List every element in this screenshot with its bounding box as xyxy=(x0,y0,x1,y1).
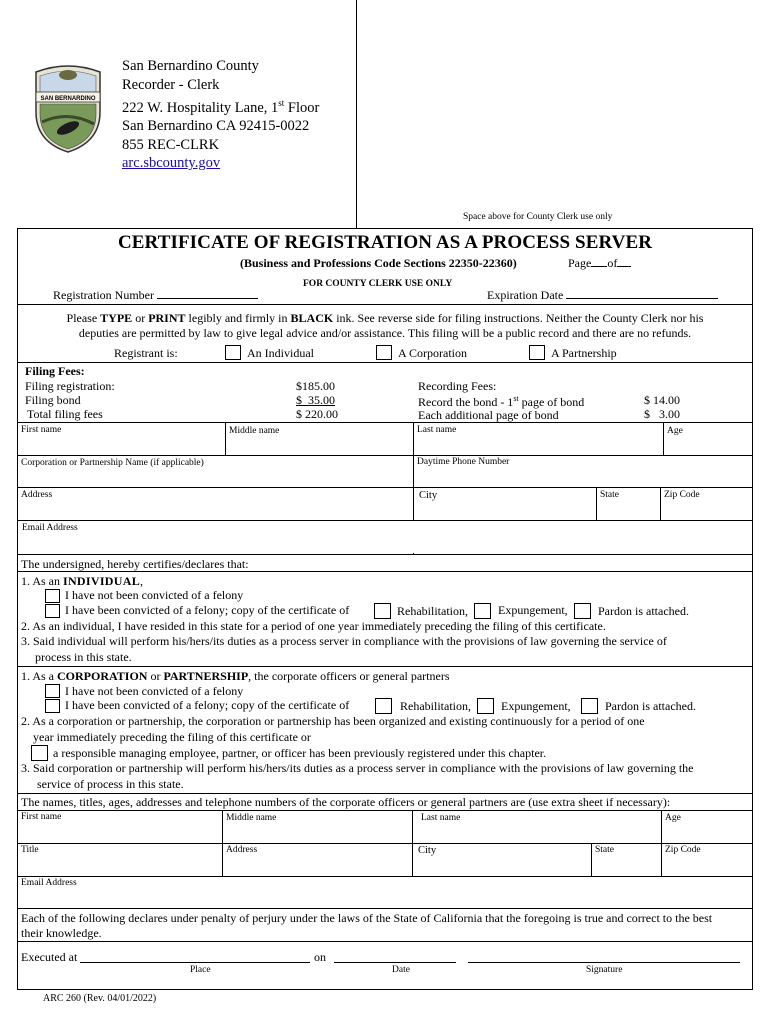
instructions-line-2: deputies are permitted by law to give legal advice and/or assistance. This filing will be a public record and there are no refunds. xyxy=(78,326,692,340)
option-individual: An Individual xyxy=(247,346,314,360)
fee-row-bond: Filing bond xyxy=(25,393,81,407)
recording-fees-heading: Recording Fees: xyxy=(418,379,497,393)
officer-zip[interactable]: Zip Code xyxy=(665,845,701,855)
ind-not-convicted-label: I have not been convicted of a felony xyxy=(65,588,244,602)
fee-amount-bond: $ 35.00 xyxy=(296,393,335,407)
ind-not-convicted-checkbox[interactable] xyxy=(45,589,60,603)
perjury-declaration-2: their knowledge. xyxy=(21,926,102,940)
ind-expunge-checkbox[interactable] xyxy=(474,603,491,619)
office-dept: Recorder - Clerk xyxy=(122,76,220,93)
ind-pardon-label: Pardon is attached. xyxy=(598,604,689,618)
header-divider xyxy=(356,0,357,228)
date-caption: Date xyxy=(392,965,410,975)
office-city: San Bernardino CA 92415-0022 xyxy=(122,118,310,135)
ind-rehab-label: Rehabilitation, xyxy=(397,604,468,618)
corp-pardon-checkbox[interactable] xyxy=(581,698,598,714)
ind-expunge-label: Expungement, xyxy=(498,603,568,617)
corp-convicted-checkbox[interactable] xyxy=(45,699,60,713)
office-phone: 855 REC-CLRK xyxy=(122,136,220,153)
field-middle-name[interactable]: Middle name xyxy=(229,426,280,436)
officer-last-name[interactable]: Last name xyxy=(421,813,461,823)
executed-at-label: Executed at xyxy=(21,950,78,964)
corp-pardon-label: Pardon is attached. xyxy=(605,699,696,713)
corp-rehab-label: Rehabilitation, xyxy=(400,699,471,713)
code-sections: (Business and Professions Code Sections 22350-22360) xyxy=(240,256,517,270)
fee-amount-registration: $185.00 xyxy=(296,379,335,393)
fee-row-registration: Filing registration: xyxy=(25,379,115,393)
clerk-space-note: Space above for County Clerk use only xyxy=(463,212,613,222)
on-label: on xyxy=(314,950,326,964)
checkbox-partnership[interactable] xyxy=(529,345,545,360)
field-zip[interactable]: Zip Code xyxy=(664,490,700,500)
corporation-section-heading: 1. As a CORPORATION or PARTNERSHIP, the corporate officers or general partners xyxy=(21,669,450,683)
corporation-separator xyxy=(17,793,753,794)
corp-statement-3a: 3. Said corporation or partnership will perform his/hers/its duties as a process server in compliance with the provisions of law governing the xyxy=(21,761,694,775)
corp-managing-checkbox[interactable] xyxy=(31,745,48,761)
recording-amount-first: $ 14.00 xyxy=(644,393,680,407)
field-corp-name[interactable]: Corporation or Partnership Name (if applicable) xyxy=(21,458,204,468)
office-address xyxy=(122,57,319,173)
fees-separator xyxy=(17,362,753,363)
registrant-is-label: Registrant is: xyxy=(114,346,178,360)
corp-expunge-label: Expungement, xyxy=(501,699,571,713)
field-address[interactable]: Address xyxy=(21,490,53,500)
option-corporation: A Corporation xyxy=(398,346,467,360)
corp-statement-2c: a responsible managing employee, partner, or officer has been previously registered under this chapter. xyxy=(53,746,547,760)
corp-expunge-checkbox[interactable] xyxy=(477,698,494,714)
officers-heading: The names, titles, ages, addresses and telephone numbers of the corporate officers or general partners are (use extra sheet if necessary): xyxy=(21,795,671,809)
ind-convicted-checkbox[interactable] xyxy=(45,604,60,618)
office-name: San Bernardino County xyxy=(122,58,259,74)
recording-row-additional: Each additional page of bond xyxy=(418,408,559,422)
instructions-line-1: Please TYPE or PRINT legibly and firmly in BLACK ink. See reverse side for filing instructions. Neither the County Clerk nor his xyxy=(66,311,704,325)
individual-separator xyxy=(17,666,753,667)
place-line[interactable] xyxy=(80,962,310,963)
county-seal xyxy=(30,62,106,154)
field-age[interactable]: Age xyxy=(667,426,683,436)
corp-statement-2b: year immediately preceding the filing of this certificate or xyxy=(33,730,311,744)
individual-section-heading: 1. As an INDIVIDUAL, xyxy=(21,574,144,588)
field-state[interactable]: State xyxy=(600,490,619,500)
registration-number-label: Registration Number xyxy=(53,288,258,303)
ind-statement-2: 2. As an individual, I have resided in this state for a period of one year immediately preceding the filing of this certificate. xyxy=(21,619,606,633)
field-last-name[interactable]: Last name xyxy=(417,425,457,435)
form-title: CERTIFICATE OF REGISTRATION AS A PROCESS SERVER xyxy=(117,232,653,253)
seal-icon xyxy=(30,62,106,154)
expiration-date-field[interactable] xyxy=(566,298,718,299)
fee-amount-total: $ 220.00 xyxy=(296,407,338,421)
officer-city[interactable]: City xyxy=(418,845,437,856)
checkbox-corporation[interactable] xyxy=(376,345,392,360)
recording-amount-additional: $ 3.00 xyxy=(644,407,680,421)
registration-number-field[interactable] xyxy=(157,298,258,299)
expiration-date-label: Expiration Date xyxy=(487,288,718,303)
signature-line[interactable] xyxy=(468,962,740,963)
filing-fees-heading: Filing Fees: xyxy=(25,364,85,378)
officer-age[interactable]: Age xyxy=(665,813,681,823)
instructions xyxy=(17,311,753,341)
perjury-declaration-1: Each of the following declares under penalty of perjury under the laws of the State of California that the foregoing is true and correct to the best xyxy=(21,911,713,925)
corp-not-convicted-checkbox[interactable] xyxy=(45,684,60,698)
corp-statement-3b: service of process in this state. xyxy=(37,777,184,791)
checkbox-individual[interactable] xyxy=(225,345,241,360)
ind-statement-3a: 3. Said individual will perform his/hers/its duties as a process server in compliance with the provisions of law governing the service of xyxy=(21,634,667,648)
date-line[interactable] xyxy=(334,962,456,963)
ind-convicted-label: I have been convicted of a felony; copy of the certificate of xyxy=(65,603,350,617)
fields-top-line xyxy=(17,422,753,423)
signature-caption: Signature xyxy=(586,965,623,975)
office-street: 222 W. Hospitality Lane, 1st Floor xyxy=(122,98,320,116)
page-of: Page of xyxy=(568,256,631,271)
officer-email[interactable]: Email Address xyxy=(21,878,77,888)
officer-middle-name[interactable]: Middle name xyxy=(226,813,277,823)
ind-pardon-checkbox[interactable] xyxy=(574,603,591,619)
officer-title[interactable]: Title xyxy=(21,845,39,855)
office-website-link[interactable]: arc.sbcounty.gov xyxy=(122,155,221,172)
field-daytime-phone[interactable]: Daytime Phone Number xyxy=(417,457,510,467)
certify-intro: The undersigned, hereby certifies/declares that: xyxy=(21,557,249,571)
officer-first-name[interactable]: First name xyxy=(21,812,62,822)
corp-convicted-label: I have been convicted of a felony; copy of the certificate of xyxy=(65,698,350,712)
form-number: ARC 260 (Rev. 04/01/2022) xyxy=(43,993,157,1004)
officer-state[interactable]: State xyxy=(595,845,614,855)
svg-text:SAN BERNARDINO: SAN BERNARDINO xyxy=(40,96,96,102)
intro-separator xyxy=(17,571,753,572)
ind-rehab-checkbox[interactable] xyxy=(374,603,391,619)
field-email[interactable]: Email Address xyxy=(22,523,78,533)
field-first-name[interactable]: First name xyxy=(21,425,62,435)
corp-statement-2a: 2. As a corporation or partnership, the corporation or partnership has been organized and existing continuously for a period of one xyxy=(21,714,645,728)
place-caption: Place xyxy=(190,965,211,975)
field-city[interactable]: City xyxy=(419,490,438,501)
officer-address[interactable]: Address xyxy=(226,845,258,855)
clerk-use-only: FOR COUNTY CLERK USE ONLY xyxy=(303,279,453,289)
recording-row-first: Record the bond - 1st page of bond xyxy=(418,394,585,409)
option-partnership: A Partnership xyxy=(551,346,617,360)
corp-rehab-checkbox[interactable] xyxy=(375,698,392,714)
header-separator xyxy=(17,304,753,305)
fee-row-total: Total filing fees xyxy=(27,407,103,421)
ind-statement-3b: process in this state. xyxy=(35,650,132,664)
corp-not-convicted-label: I have not been convicted of a felony xyxy=(65,684,244,698)
